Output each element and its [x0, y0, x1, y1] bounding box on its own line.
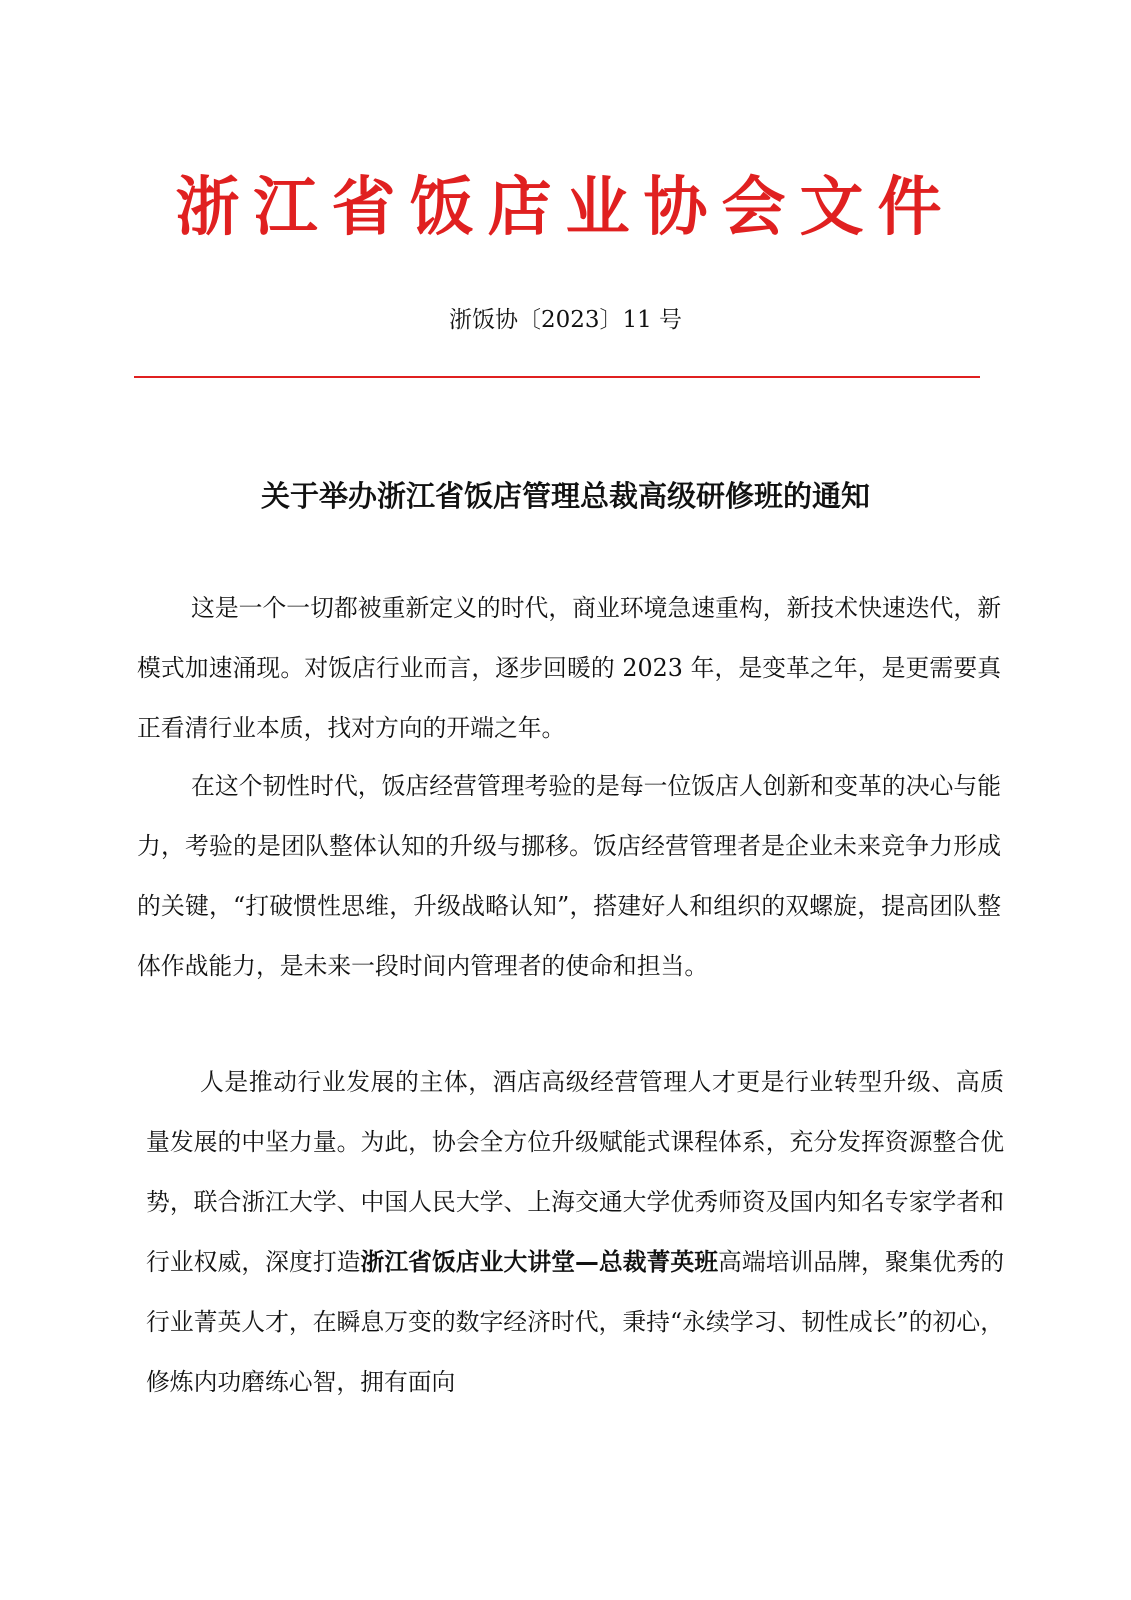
program-name-bold: 浙江省饭店业大讲堂—总裁菁英班: [360, 1248, 719, 1276]
paragraph-3-text-start: 人是推动行业发展的主体，酒店高级经营管理人才更是行业转型升级、高质量发展的中坚力量。为此，协会全方位升级赋能式课程体系，充分发挥资源整合优势，联合浙江大学、中国人民大学、上海交通大学优秀师资及国内知名专家学者和行业权威，深度打造: [146, 1068, 1004, 1276]
document-masthead-title: 浙江省饭店业协会文件: [175, 170, 956, 245]
body-paragraph-2: 在这个韧性时代，饭店经营管理考验的是每一位饭店人创新和变革的决心与能力，考验的是团队整体认知的升级与挪移。饭店经营管理者是企业未来竞争力形成的关键，“打破惯性思维，升级战略认知”，搭建好人和组织的双螺旋，提高团队整体作战能力，是未来一段时间内管理者的使命和担当。: [137, 772, 1001, 980]
red-divider-rule: [134, 376, 980, 378]
body-paragraph-1: 这是一个一切都被重新定义的时代，商业环境急速重构，新技术快速迭代，新模式加速涌现。对饭店行业而言，逐步回暖的 2023 年，是变革之年，是更需要真正看清行业本质，找对方向的开端之年。: [137, 594, 1001, 742]
document-number: 浙饭协〔2023〕11 号: [448, 307, 683, 333]
body-paragraph-3: [146, 1052, 1004, 1412]
notice-title: 关于举办浙江省饭店管理总裁高级研修班的通知: [260, 479, 870, 513]
paragraph-3-text-end: 高端培训品牌，聚集优秀的行业菁英人才，在瞬息万变的数字经济时代，秉持“永续学习、韧性成长”的初心，修炼内功磨练心智，拥有面向: [146, 1248, 1005, 1396]
